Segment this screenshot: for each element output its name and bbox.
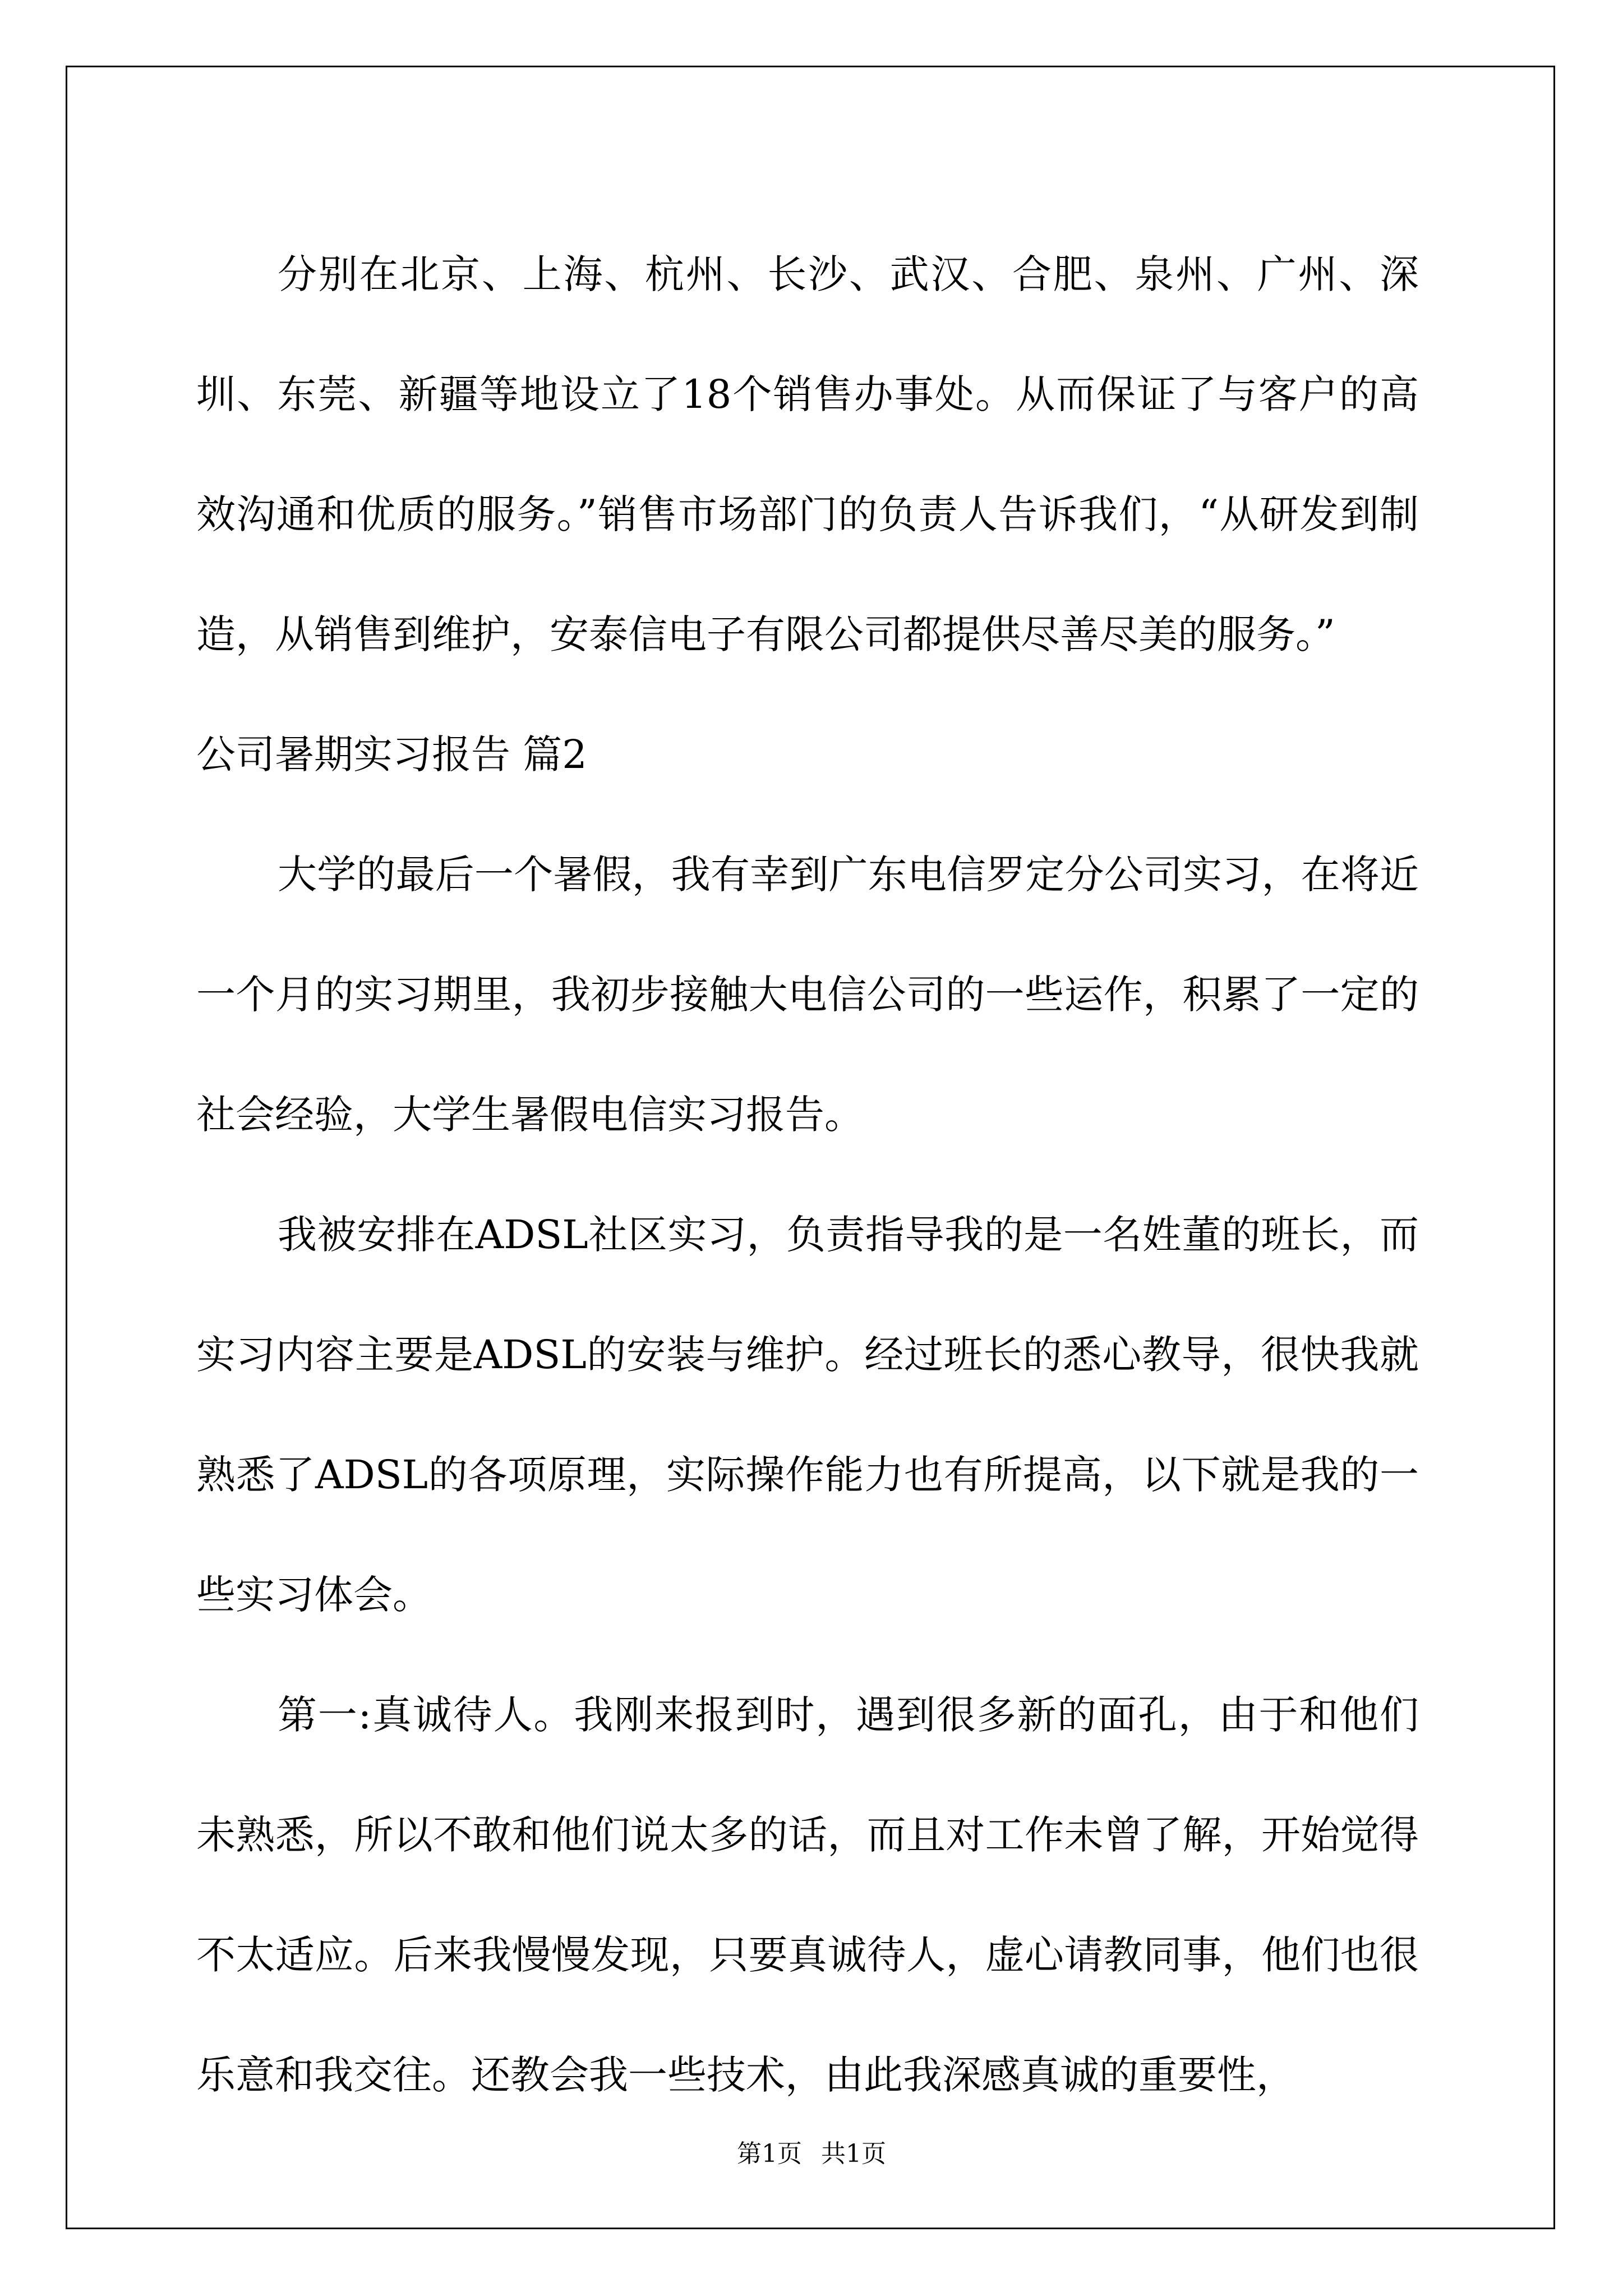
- paragraph-2: 我被安排在ADSL社区实习，负责指导我的是一名姓董的班长，而实习内容主要是ADSL的安装与维护。经过班长的悉心教导，很快我就熟悉了ADSL的各项原理，实际操作能力也有所提高，以下就是我的一些实习体会。: [196, 1212, 1419, 1618]
- document-body: [196, 214, 1419, 2135]
- page-footer: 第1页 共1页: [737, 2139, 886, 2168]
- paragraph-3: 第一:真诚待人。我刚来报到时，遇到很多新的面孔，由于和他们未熟悉，所以不敢和他们说太多的话，而且对工作未曾了解，开始觉得不太适应。后来我慢慢发现，只要真诚待人，虚心请教同事，他们也很乐意和我交往。还教会我一些技术，由此我深感真诚的重要性，: [196, 1692, 1419, 2098]
- paragraph-continuation: 分别在北京、上海、杭州、长沙、武汉、合肥、泉州、广州、深圳、东莞、新疆等地设立了18个销售办事处。从而保证了与客户的高效沟通和优质的服务。”销售市场部门的负责人告诉我们，“从研发到制造，从销售到维护，安泰信电子有限公司都提供尽善尽美的服务。”: [196, 251, 1419, 657]
- paragraph-1: 大学的最后一个暑假，我有幸到广东电信罗定分公司实习，在将近一个月的实习期里，我初步接触大电信公司的一些运作，积累了一定的社会经验，大学生暑假电信实习报告。: [196, 852, 1419, 1138]
- section-heading: 公司暑期实习报告 篇2: [196, 731, 587, 777]
